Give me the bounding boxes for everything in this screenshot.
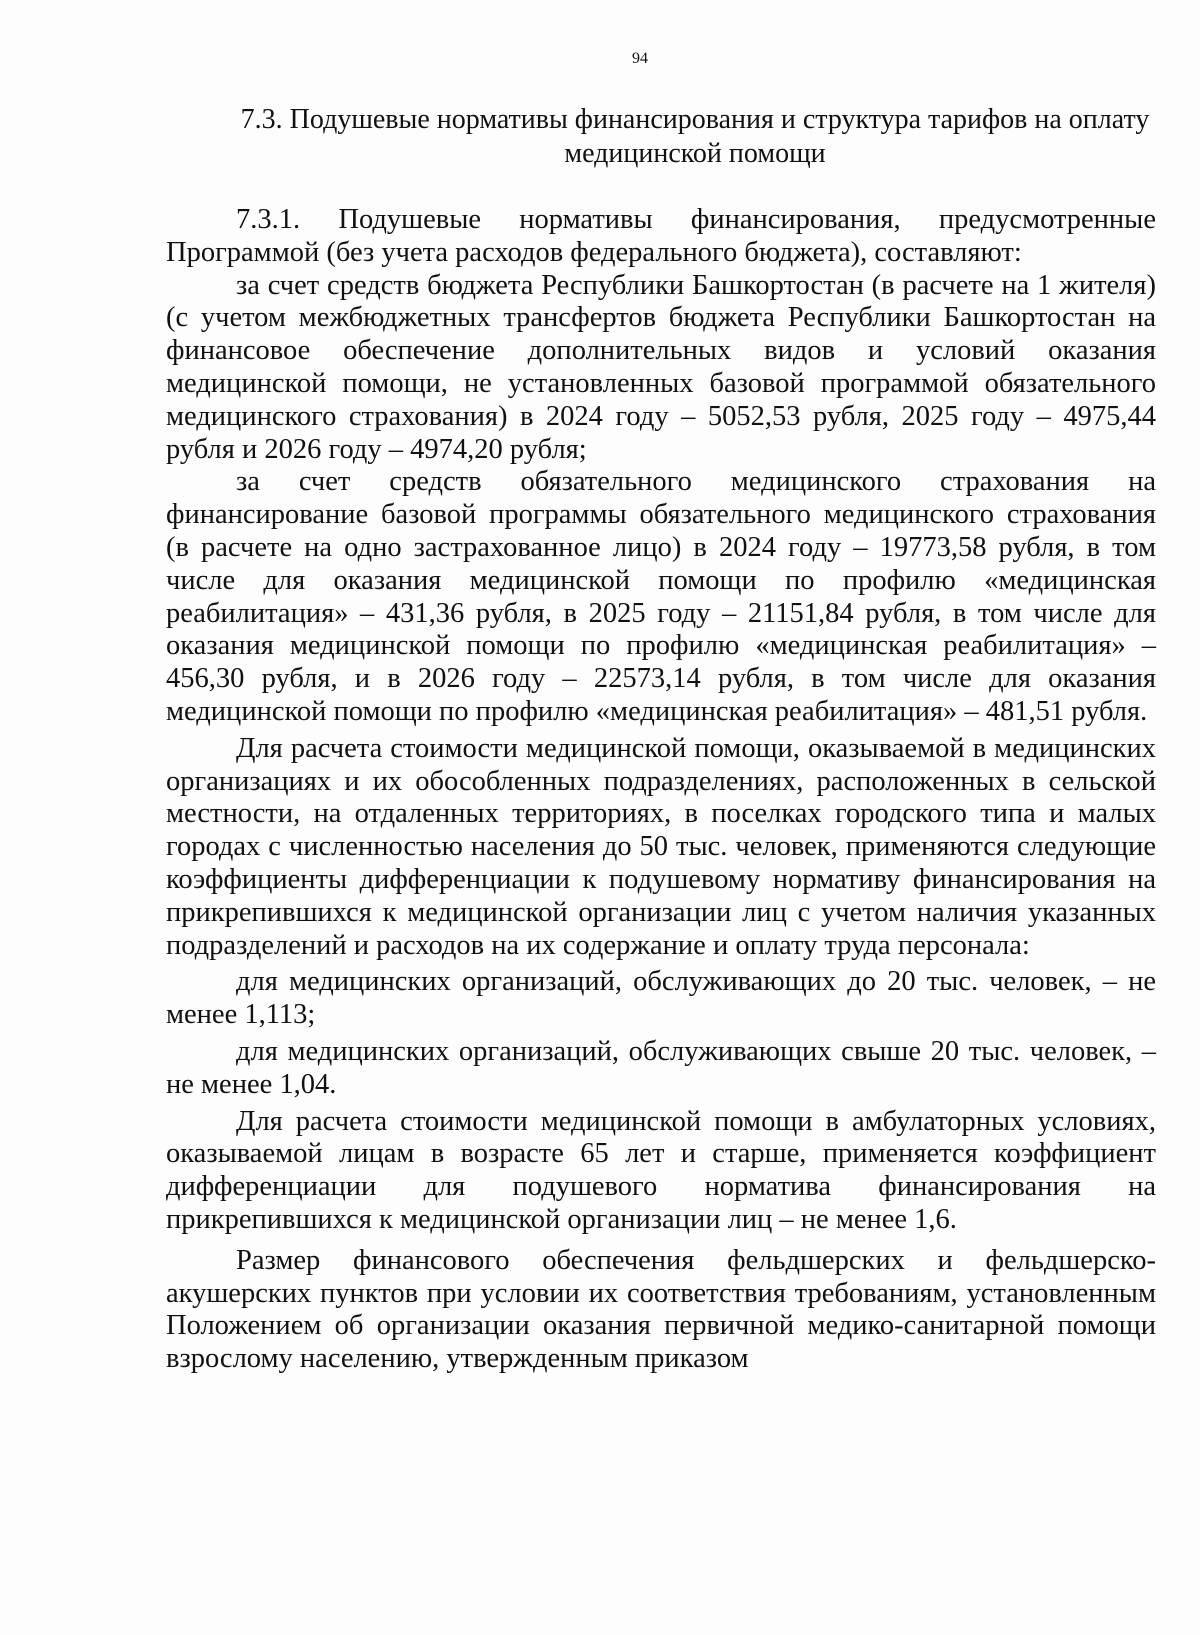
paragraph: Размер финансового обеспечения фельдшерских и фельдшерско-акушерских пунктов при условии их соответствия требованиям, установленным Положением об организации оказания первичной медико-санитарной помощи взрослому населению, утвержденным приказом (166, 1244, 1156, 1375)
paragraph: 7.3.1. Подушевые нормативы финансирования, предусмотренные Программой (без учета расходов федерального бюджета), составляют: (166, 204, 1156, 268)
paragraph: за счет средств обязательного медицинского страхования на финансирование базовой программы обязательного медицинского страхования (в расчете на одно застрахованное лицо) в 2024 году – 19773,58 рубля, в том числе для оказания медицинской помощи по профилю «медицинская реабилитация» – 431,36 рубля, в 2025 году – 21151,84 рубля, в том числе для оказания медицинской помощи по профилю «медицинская реабилитация» – 456,30 рубля, и в 2026 году – 22573,14 рубля, в том числе для оказания медицинской помощи по профилю «медицинская реабилитация» – 481,51 рубля. (166, 466, 1156, 727)
paragraph: для медицинских организаций, обслуживающих до 20 тыс. человек, – не менее 1,113; (166, 966, 1156, 1031)
paragraph: Для расчета стоимости медицинской помощи в амбулаторных условиях, оказываемой лицам в возрасте 65 лет и старше, применяется коэффициент дифференциации для подушевого норматива финансирования на прикрепившихся к медицинской организации лиц – не менее 1,6. (166, 1105, 1156, 1235)
paragraph: Для расчета стоимости медицинской помощи, оказываемой в медицинских организациях и их обособленных подразделениях, расположенных в сельской местности, на отдаленных территориях, в поселках городского типа и малых городах с численностью населения до 50 тыс. человек, применяются следующие коэффициенты дифференциации к подушевому нормативу финансирования на прикрепившихся к медицинской организации лиц с учетом наличия указанных подразделений и расходов на их содержание и оплату труда персонала: (166, 732, 1156, 961)
body-text (166, 204, 1156, 1376)
paragraph: для медицинских организаций, обслуживающих свыше 20 тыс. человек, – не менее 1,04. (166, 1035, 1156, 1100)
section-title: 7.3. Подушевые нормативы финансирования и структура тарифов на оплату медицинской помощи (240, 104, 1150, 169)
paragraph: за счет средств бюджета Республики Башкортостан (в расчете на 1 жителя) (с учетом межбюджетных трансфертов бюджета Республики Башкортостан на финансовое обеспечение дополнительных видов и условий оказания медицинской помощи, не установленных базовой программой обязательного медицинского страхования) в 2024 году – 5052,53 рубля, 2025 году – 4975,44 рубля и 2026 году – 4974,20 рубля; (166, 269, 1156, 465)
page-number: 94 (632, 50, 648, 67)
